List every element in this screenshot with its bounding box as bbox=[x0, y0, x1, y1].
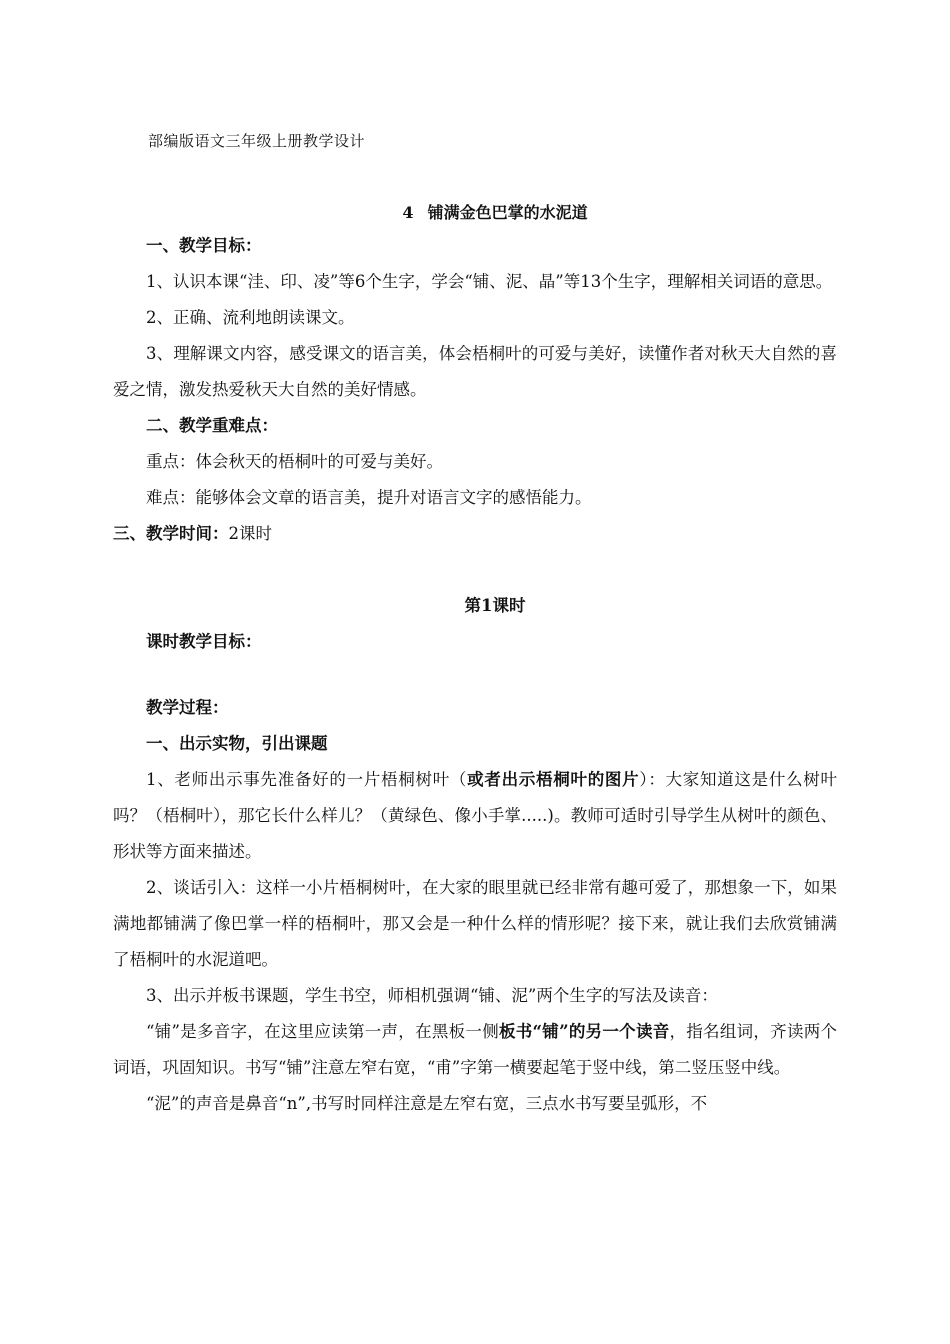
spacer bbox=[113, 660, 837, 690]
step1-paragraph-5: “泥”的声音是鼻音“n”,书写时同样注意是左窄右宽，三点水书写要呈弧形，不 bbox=[146, 1094, 708, 1113]
teaching-time-value: 2课时 bbox=[228, 524, 272, 543]
step1-heading: 一、出示实物，引出课题 bbox=[146, 734, 328, 753]
key-point: 重点：体会秋天的梧桐叶的可爱与美好。 bbox=[146, 452, 443, 471]
lesson-number: 4 bbox=[402, 203, 414, 222]
text-run: 1、老师出示事先准备好的一片梧桐树叶（ bbox=[146, 770, 468, 789]
bold-text-run: 或者出示梧桐叶的图片 bbox=[467, 770, 640, 789]
lesson-period-title: 第1课时 bbox=[464, 596, 526, 615]
goal-item-1: 1、认识本课“洼、印、凌”等6个生字，学会“铺、泥、晶”等13个生字，理解相关词语的意思。 bbox=[146, 272, 833, 291]
text-run: ，指名组词，齐读两个词语，巩固知识。书写“铺”注意左窄右宽，“甫”字第一横要起笔于竖中线，第二竖压竖中线。 bbox=[113, 1022, 837, 1077]
step1-paragraph-3: 3、出示并板书课题，学生书空，师相机强调“铺、泥”两个生字的写法及读音： bbox=[146, 986, 718, 1005]
difficult-point: 难点：能够体会文章的语言美，提升对语言文字的感悟能力。 bbox=[146, 488, 592, 507]
document-body bbox=[113, 228, 837, 1122]
step1-paragraph-1 bbox=[113, 762, 837, 870]
teaching-time bbox=[113, 516, 837, 552]
goal-item-3: 3、理解课文内容，感受课文的语言美，体会梧桐叶的可爱与美好，读懂作者对秋天大自然的喜爱之情，激发热爱秋天大自然的美好情感。 bbox=[113, 344, 837, 399]
process-heading: 教学过程： bbox=[146, 698, 229, 717]
spacer bbox=[113, 552, 837, 588]
lesson-title bbox=[0, 200, 950, 223]
text-run: “铺”是多音字，在这里应读第一声，在黑板一侧 bbox=[146, 1022, 499, 1041]
teaching-time-label: 三、教学时间： bbox=[113, 524, 229, 543]
goal-item-2: 2、正确、流利地朗读课文。 bbox=[146, 308, 355, 327]
text-run: ）：大家知道这是什么树叶吗？（梧桐叶），那它长什么样儿？（黄绿色、像小手掌.....)。教师可适时引导学生从树叶的颜色、形状等方面来描述。 bbox=[113, 770, 837, 861]
lesson-title-text: 铺满金色巴掌的水泥道 bbox=[427, 203, 588, 222]
document-header: 部编版语文三年级上册教学设计 bbox=[148, 132, 366, 150]
lesson-goal-heading: 课时教学目标： bbox=[146, 632, 262, 651]
step1-paragraph-2: 2、谈话引入：这样一小片梧桐树叶，在大家的眼里就已经非常有趣可爱了，那想象一下，如果满地都铺满了像巴掌一样的梧桐叶，那又会是一种什么样的情形呢？接下来，就让我们去欣赏铺满了梧桐叶的水泥道吧。 bbox=[113, 878, 837, 969]
step1-paragraph-4 bbox=[113, 1014, 837, 1086]
section-heading-goals: 一、教学目标： bbox=[146, 236, 262, 255]
bold-text-run: 板书“铺”的另一个读音 bbox=[498, 1022, 670, 1041]
section-heading-key-points: 二、教学重难点： bbox=[146, 416, 278, 435]
